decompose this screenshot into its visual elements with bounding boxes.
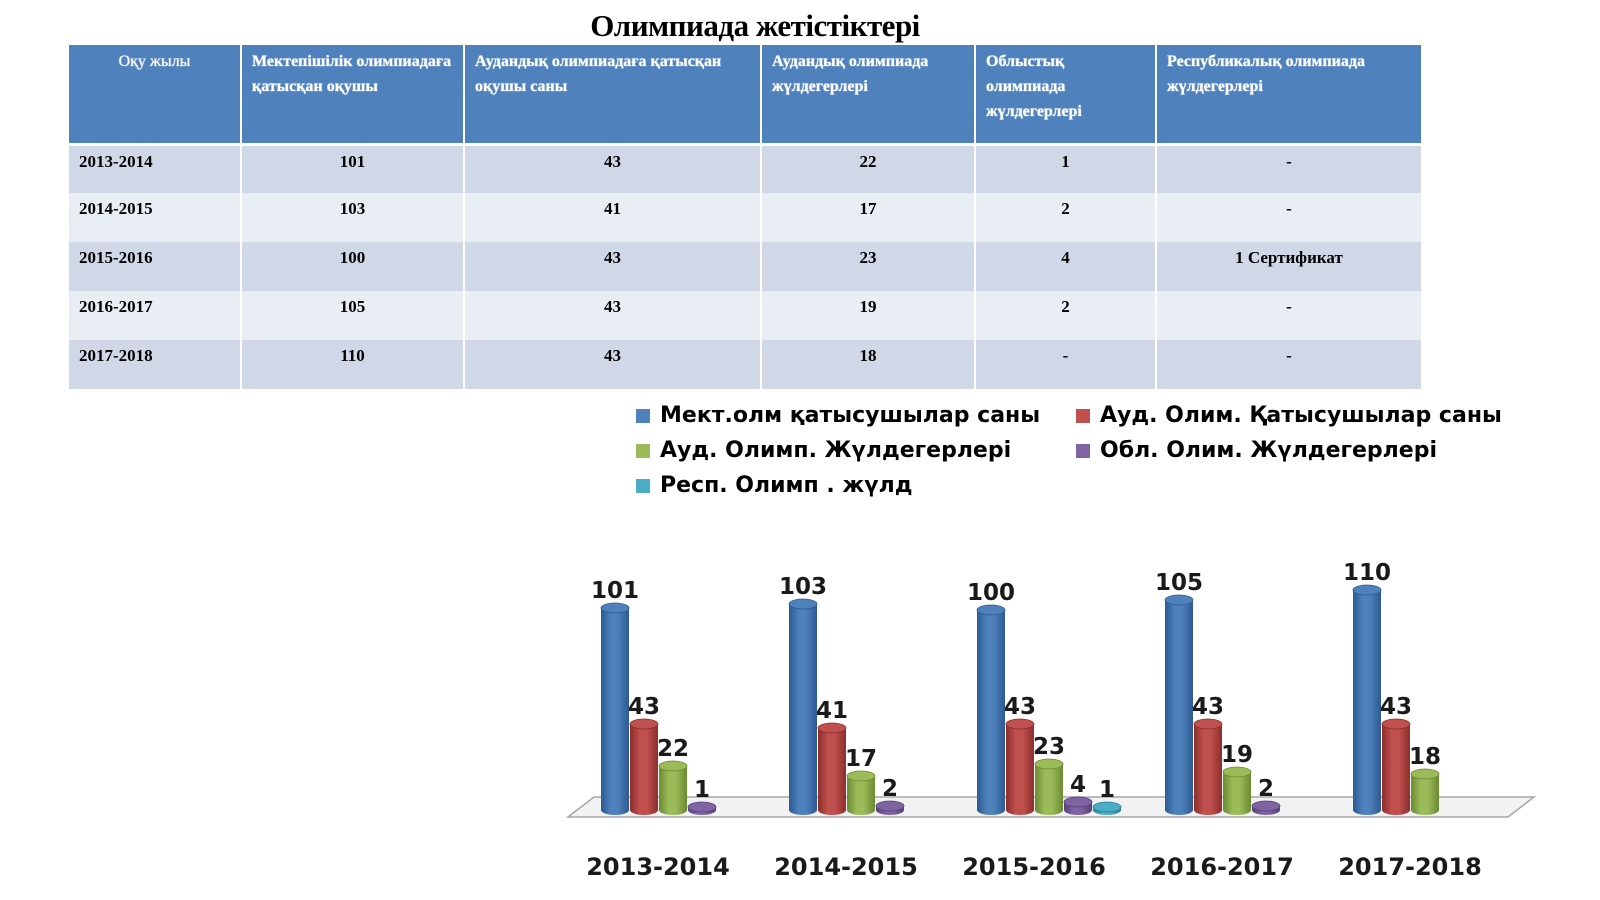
bar-top: [1411, 769, 1439, 779]
table-cell: 22: [761, 144, 975, 193]
data-label: 19: [1220, 742, 1254, 768]
table-cell: 19: [761, 291, 975, 340]
table-cell: 110: [241, 340, 464, 389]
table-cell: 103: [241, 193, 464, 242]
x-tick-label: 2013-2014: [586, 853, 730, 881]
table-cell: 1: [975, 144, 1156, 193]
bar: [818, 723, 846, 815]
x-tick-label: 2017-2018: [1338, 853, 1482, 881]
header-regional-winners: Облыстық олимпиада жүлдегерлері: [975, 45, 1156, 144]
bar: [1035, 759, 1063, 815]
data-label: 2: [881, 776, 899, 802]
data-label: 43: [1191, 694, 1225, 720]
data-label: 43: [1003, 694, 1037, 720]
bar: [630, 719, 658, 815]
table-cell: 43: [464, 144, 761, 193]
bar-body: [1382, 724, 1410, 815]
bar-body: [977, 610, 1005, 815]
bar-top: [688, 802, 716, 812]
bar-body: [1006, 724, 1034, 815]
table-cell: 18: [761, 340, 975, 389]
bar: [1093, 802, 1121, 815]
bar-body: [1353, 590, 1381, 815]
bar: [688, 802, 716, 815]
bar-top: [1165, 595, 1193, 605]
bar-top: [977, 605, 1005, 615]
bar-body: [630, 724, 658, 815]
data-label: 101: [590, 578, 640, 604]
table-cell: -: [1156, 193, 1421, 242]
table-cell: 43: [464, 242, 761, 291]
data-label: 4: [1069, 772, 1087, 798]
bar: [977, 605, 1005, 815]
bar-top: [659, 761, 687, 771]
bar: [789, 599, 817, 815]
bar-top: [601, 603, 629, 613]
bar-body: [1411, 774, 1439, 815]
legend-label: Мект.олм қатысушылар саны: [660, 403, 1041, 428]
bar: [1194, 719, 1222, 815]
bar-top: [1035, 759, 1063, 769]
bar-body: [818, 728, 846, 815]
bar: [1411, 769, 1439, 815]
data-label: 2: [1257, 776, 1275, 802]
bar-top: [1064, 797, 1092, 807]
table-cell: 23: [761, 242, 975, 291]
bar: [1064, 797, 1092, 815]
legend-label: Ауд. Олимп. Жүлдегерлері: [660, 438, 1012, 463]
table-cell: 2: [975, 291, 1156, 340]
bar-body: [1194, 724, 1222, 815]
bar-top: [1093, 802, 1121, 812]
bar: [1165, 595, 1193, 815]
data-label: 1: [693, 777, 711, 803]
bar: [876, 801, 904, 815]
data-label: 103: [778, 574, 828, 600]
table-cell: -: [1156, 340, 1421, 389]
table-cell: 1 Сертификат: [1156, 242, 1421, 291]
bar-top: [1353, 585, 1381, 595]
table-cell: 105: [241, 291, 464, 340]
table-cell: 4: [975, 242, 1156, 291]
data-label: 41: [815, 698, 849, 724]
bar-body: [601, 608, 629, 815]
bar-body: [659, 766, 687, 815]
data-label: 23: [1032, 734, 1066, 760]
data-label: 110: [1342, 560, 1392, 586]
table-cell: -: [1156, 144, 1421, 193]
bar-top: [1382, 719, 1410, 729]
bar-body: [1035, 764, 1063, 815]
data-label: 43: [627, 694, 661, 720]
bar: [1006, 719, 1034, 815]
table-cell: 2015-2016: [69, 242, 241, 291]
table-cell: 2013-2014: [69, 144, 241, 193]
table-cell: 43: [464, 291, 761, 340]
bar: [847, 771, 875, 815]
x-tick-label: 2015-2016: [962, 853, 1106, 881]
bar-body: [1223, 772, 1251, 815]
data-label: 1: [1098, 777, 1116, 803]
header-district-winners: Аудандық олимпиада жүлдегерлері: [761, 45, 975, 144]
bar-top: [1194, 719, 1222, 729]
table-cell: 17: [761, 193, 975, 242]
bar: [1353, 585, 1381, 815]
legend-label: Респ. Олимп . жүлд: [660, 473, 913, 498]
bar-top: [1252, 801, 1280, 811]
data-label: 17: [844, 746, 878, 772]
bar-body: [1165, 600, 1193, 815]
table-cell: 100: [241, 242, 464, 291]
table-cell: 2017-2018: [69, 340, 241, 389]
table-cell: -: [975, 340, 1156, 389]
chart-xticks: [586, 853, 1482, 881]
bar-top: [630, 719, 658, 729]
bar-top: [789, 599, 817, 609]
header-year: Оқу жылы: [69, 45, 241, 144]
x-tick-label: 2014-2015: [774, 853, 918, 881]
data-label: 100: [966, 580, 1016, 606]
bar: [601, 603, 629, 815]
data-label: 22: [656, 736, 690, 762]
bar-top: [1223, 767, 1251, 777]
table-cell: 2: [975, 193, 1156, 242]
x-tick-label: 2016-2017: [1150, 853, 1294, 881]
header-district-participants: Аудандық олимпиадаға қатысқан оқушы саны: [464, 45, 761, 144]
bar: [1382, 719, 1410, 815]
header-school-participants: Мектепішілік олимпиадаға қатысқан оқушы: [241, 45, 464, 144]
legend-label: Ауд. Олим. Қатысушылар саны: [1100, 403, 1502, 428]
table-cell: 43: [464, 340, 761, 389]
data-label: 105: [1154, 570, 1204, 596]
bar-top: [818, 723, 846, 733]
bar-top: [847, 771, 875, 781]
bar-body: [789, 604, 817, 815]
bar-body: [847, 776, 875, 815]
header-republic-winners: Республикалық олимпиада жүлдегерлері: [1156, 45, 1421, 144]
page-title: Олимпиада жетістіктері: [590, 8, 920, 43]
table-cell: -: [1156, 291, 1421, 340]
bar-top: [876, 801, 904, 811]
legend-label: Обл. Олим. Жүлдегерлері: [1100, 438, 1437, 463]
data-label: 43: [1379, 694, 1413, 720]
table-cell: 101: [241, 144, 464, 193]
bar: [1252, 801, 1280, 815]
bar: [1223, 767, 1251, 815]
table-cell: 2014-2015: [69, 193, 241, 242]
table-cell: 2016-2017: [69, 291, 241, 340]
data-label: 18: [1408, 744, 1442, 770]
table-cell: 41: [464, 193, 761, 242]
bar-top: [1006, 719, 1034, 729]
bar: [659, 761, 687, 815]
